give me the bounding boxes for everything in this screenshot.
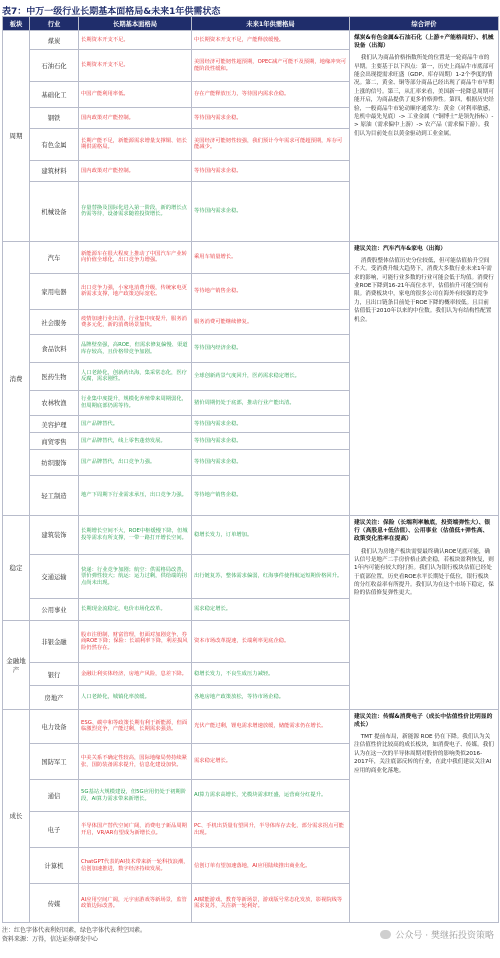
industry-cell: 家用电器 [30, 273, 79, 309]
next-year-cell: 美国经济可能韧性超预期，OPEC减产可能不及预期，地缘冲突可能阶段性缓和。 [192, 50, 350, 82]
table-header-row [3, 17, 499, 31]
next-year-cell: 等待国内经济企稳。 [192, 335, 350, 363]
sector-cell: 金融地产 [3, 620, 30, 709]
industry-cell: 基础化工 [30, 82, 79, 108]
industry-cell: 机械设备 [30, 182, 79, 242]
table-body [3, 31, 499, 923]
table-row [3, 241, 499, 273]
industry-cell: 电子 [30, 812, 79, 848]
long-term-cell: 品牌壁垒强，高ROE，但需求修复偏慢、渠道库存较高，且价格带竞争加剧。 [79, 335, 192, 363]
long-term-cell: 国产品牌替代，出口竞争力强。 [79, 450, 192, 476]
wechat-icon [380, 930, 391, 939]
industry-cell: 食品饮料 [30, 335, 79, 363]
industry-cell: 商贸零售 [30, 433, 79, 450]
next-year-cell: 需求稳定增长。 [192, 743, 350, 779]
next-year-cell: 资本市场改革提速，长端利率见底企稳。 [192, 620, 350, 663]
next-year-cell: 等待国内需求企稳。 [192, 416, 350, 433]
sector-cell: 消费 [3, 241, 30, 516]
long-term-cell: 长期现金流稳定，电价市场化改革。 [79, 599, 192, 620]
next-year-cell: 需求稳定增长。 [192, 599, 350, 620]
long-term-cell: 国内政策对产能控制。 [79, 107, 192, 128]
header-sector: 板块 [3, 17, 30, 31]
industry-cell: 石油石化 [30, 50, 79, 82]
header-comment: 综合评价 [350, 17, 499, 31]
next-year-cell: 服务消费可能继续修复。 [192, 309, 350, 335]
next-year-cell: 光伏产能过剩，锂电需求增速放缓，储能需求仍在增长。 [192, 709, 350, 743]
header-industry: 行业 [30, 17, 79, 31]
next-year-cell: 存在产能释放压力，等待国内需求企稳。 [192, 82, 350, 108]
long-term-cell: 人口老龄化，创新药出海，集采常态化，医疗反腐，需求刚性。 [79, 363, 192, 391]
industry-cell: 社会服务 [30, 309, 79, 335]
next-year-cell: AI赋能游戏、教育等新场景，游戏版号常态化发放，影视院线等需求复苏，关注新一轮利好。 [192, 884, 350, 923]
long-term-cell: 疫情加速行业出清，行业集中度提升，服务消费多元化，新的消费场景加快。 [79, 309, 192, 335]
industry-cell: 建筑材料 [30, 160, 79, 181]
industry-cell: 非银金融 [30, 620, 79, 663]
long-term-cell: 中美关系不确定性较高，国际地缘局势持续紧张，国防装备需求提升，信息化建设加快。 [79, 743, 192, 779]
next-year-cell: 等待地产销售企稳。 [192, 475, 350, 515]
long-term-cell: 长期资本开支不足。 [79, 31, 192, 50]
industry-cell: 汽车 [30, 241, 79, 273]
comment-body: 消费股整体估值历史分位较低，但可能估值抬升空间不大。受消费升级大趋势下，消费大多数行业未来1年需求的影响，可能行业多数的行业可能会低于均值。消费行业ROE下降到16-21年高位水平，估值抬升可能空间有限。消费板块中，家电的很多公司在海外有较强的竞争力，且出口链条目前处于ROE下降的概率较低。且目前估值低于2010年以来的中位数。我们认为有结构性配置机会。 [354, 257, 494, 323]
next-year-cell: 乘用车销量增长。 [192, 241, 350, 273]
comment-heading: 建议关注：汽车汽车&家电（出海） [354, 245, 447, 252]
next-year-cell: 猪价周期仍处于底部，推动行业产能出清。 [192, 390, 350, 416]
header-long-term: 长期基本面格局 [79, 17, 192, 31]
industry-cell: 煤炭 [30, 31, 79, 50]
long-term-cell: 股市注册制，财富管理，但面对加剧竞争，券商ROE下降；保险：长端利率下降，利差损风险仍然存在。 [79, 620, 192, 663]
industry-cell: 国防军工 [30, 743, 79, 779]
industry-cell: 公用事业 [30, 599, 79, 620]
industry-cell: 房地产 [30, 686, 79, 709]
comment-heading: 建议关注：传媒&消费电子（成长中估值性价比明显的成长） [354, 713, 493, 728]
next-year-cell: 稳增长发力，订单增加。 [192, 516, 350, 554]
color-note: 注：红色字体代表利好因素，绿色字体代表利空因素。 [2, 927, 147, 934]
next-year-cell: 出行链复苏，整体需求偏弱，红海事件使得航运短期价格回升。 [192, 554, 350, 599]
next-year-cell: 全球创新药景气度回升，医药需求稳定增长。 [192, 363, 350, 391]
next-year-cell: 等待国内需求企稳。 [192, 160, 350, 181]
comment-heading: 煤炭&有色金属&石油石化（上游+产能格局好）、机械设备（出海） [354, 35, 494, 50]
long-term-cell: ChatGPT代表的AI技术带来新一轮科技浪潮，信创加速推进，数字经济持续发展。 [79, 848, 192, 884]
next-year-cell: 等待国内需求企稳。 [192, 433, 350, 450]
industry-cell: 电力设备 [30, 709, 79, 743]
header-next-year: 未来1年供需格局 [192, 17, 350, 31]
next-year-cell: 等待地产销售企稳。 [192, 273, 350, 309]
industry-table [2, 16, 499, 923]
next-year-cell: 信创订单有望加速落地，AI应用陆续推出商业化。 [192, 848, 350, 884]
industry-cell: 建筑装饰 [30, 516, 79, 554]
next-year-cell: 美国经济可能韧性较强，我们预计今年需求可能超预期，库存可能减少。 [192, 128, 350, 160]
long-term-cell: 长期资本开支不足。 [79, 50, 192, 82]
industry-cell: 传媒 [30, 884, 79, 923]
comment-body: 我们认为商品价格指数所处的位置是一轮商品牛市的早期。主要基于以下四点：第一，历史上商品牛市底部可能会出现提需求旺盛（GDP、库存周期）1-2个季度的情况。第二，黄金、铜等部分商品已经出现了商品牛市早期上涨的信号。第三，从汇率来看，美国新一轮降息周期可能开启，为商品提供了更多价格弹性。第四，根据历史经验，一般商品牛市轮动顺序通常为：黄金（对利率敏感，危机中最先见底）-> 工业金属（“铜博士”是领先指标）-> 原油（需求偏中上游）-> 农产品（需求偏下游）。我们认为目前处在以黄金驱动到工业金属。 [354, 55, 494, 137]
comment-cell [350, 709, 499, 922]
next-year-cell: PC、手机出货量有望回升，半导体库存去化，部分需求拐点可能出现。 [192, 812, 350, 848]
long-term-cell: 5G基站大规模建设，但5G应用仍处于初期阶段，AI算力需求带来新增长。 [79, 780, 192, 812]
next-year-cell: AI算力需求高增长，光模块需求旺盛，运营商分红提升。 [192, 780, 350, 812]
next-year-cell: 稳增长发力，不良生成压力减轻。 [192, 663, 350, 686]
long-term-cell: 存量替换及国际化进入第一阶段，新的增长点仍需等待，设备需求随着投资增长。 [79, 182, 192, 242]
watermark [380, 928, 494, 941]
comment-cell [350, 516, 499, 710]
industry-cell: 交通运输 [30, 554, 79, 599]
table-title: 表7：中万一级行业长期基本面格局&未来1年供需状态 [2, 7, 221, 17]
industry-cell: 有色金属 [30, 128, 79, 160]
industry-cell: 钢铁 [30, 107, 79, 128]
long-term-cell: 国内政策对产能控制。 [79, 160, 192, 181]
long-term-cell: 行业集中度提升，规模化养殖带来周期弱化，但周期底部仍需等待。 [79, 390, 192, 416]
long-term-cell: 新能源车在很大程度上推动了中国汽车产业转向价值全球化，出口竞争力增强。 [79, 241, 192, 273]
long-term-cell: 国产品牌替代，线上零售蓬勃发展。 [79, 433, 192, 450]
industry-cell: 轻工制造 [30, 475, 79, 515]
industry-cell: 银行 [30, 663, 79, 686]
comment-heading: 建议关注：保险（长端利率触底，投资端弹性大）、银行（高股息+低估值）、公用事业（估值低+弹性高、政策变化胜率在提高） [354, 520, 491, 543]
long-term-cell: 金融让利实体经济，房地产风险，息差下降。 [79, 663, 192, 686]
next-year-cell: 中长期资本开支不足，产能释放缓慢。 [192, 31, 350, 50]
source-note: 资料来源：万得，信达证券研发中心 [2, 936, 99, 944]
industry-cell: 纺织服饰 [30, 450, 79, 476]
industry-cell: 通信 [30, 780, 79, 812]
watermark-text: 公众号 · 樊继拓投资策略 [395, 931, 494, 941]
next-year-cell: 等待国内需求企稳。 [192, 182, 350, 242]
long-term-cell: 长期增长空间不大，ROE中枢缓慢下降，但城投等需求有所支撑，一带一路打开增长空间。 [79, 516, 192, 554]
next-year-cell: 各地房地产政策放松，等待市场企稳。 [192, 686, 350, 709]
table-row [3, 516, 499, 554]
long-term-cell: 半导体国产替代空间广阔，消费电子新品周期开启，VR/AR有望成为新增长点。 [79, 812, 192, 848]
long-term-cell: 中国产能利用率低。 [79, 82, 192, 108]
footnotes [2, 926, 146, 945]
table-row [3, 709, 499, 743]
sector-cell: 稳定 [3, 516, 30, 620]
long-term-cell: 人口老龄化，城镇化率放缓。 [79, 686, 192, 709]
long-term-cell: 国产品牌替代。 [79, 416, 192, 433]
long-term-cell: ESG、碳中和等政策长期有利于新能源，但面临激烈竞争，产能过剩，长期需求强劲。 [79, 709, 192, 743]
long-term-cell: 地产下周期下行业需求承压，出口竞争力强。 [79, 475, 192, 515]
next-year-cell: 等待国内需求企稳。 [192, 450, 350, 476]
comment-cell [350, 241, 499, 516]
long-term-cell: 长期产能不足，新能源需求增量支撑铜、铝长期供需格局。 [79, 128, 192, 160]
comment-body: TMT 提前布局，新能源 ROE 仍在下降。我们认为关注估值性价比较高的成长板块，如消费电子、传媒。我们认为在这一次的半导体周期对股价的影响类似2016-2017年，关注底部反转的行业，在此中我们建议关注AI应用的商业化落地。 [354, 734, 494, 774]
long-term-cell: AI应用空间广阔，元宇宙游戏等新场景，监管政策边际改善。 [79, 884, 192, 923]
industry-cell: 美容护理 [30, 416, 79, 433]
industry-cell: 医药生物 [30, 363, 79, 391]
long-term-cell: 出口竞争力强，小家电消费升级，传统家电更新需求支撑，地产政策边际宽松。 [79, 273, 192, 309]
long-term-cell: 快递：行业竞争加剧；航空：供需格局改善，票价弹性较大；航运：运力过剩，供给端的拐点尚未出现。 [79, 554, 192, 599]
comment-cell [350, 31, 499, 242]
sector-cell: 成长 [3, 709, 30, 922]
industry-cell: 农林牧渔 [30, 390, 79, 416]
table-row [3, 31, 499, 50]
comment-body: 我们认为房地产板块需要最终确认ROE见底可能，确认信号是地产二手房价格止跌企稳，若板块盈利恢复，则1年内可能有较大的打折。我们认为银行板块估值已经处于底部位置，历史看ROE水平长期处于低位，银行板块的分红收益率有所提升。我们认为在这个市场下稳定，保险的估值修复弹性更大。 [354, 548, 494, 597]
sector-cell: 周期 [3, 31, 30, 242]
industry-cell: 计算机 [30, 848, 79, 884]
next-year-cell: 等待国内需求企稳。 [192, 107, 350, 128]
